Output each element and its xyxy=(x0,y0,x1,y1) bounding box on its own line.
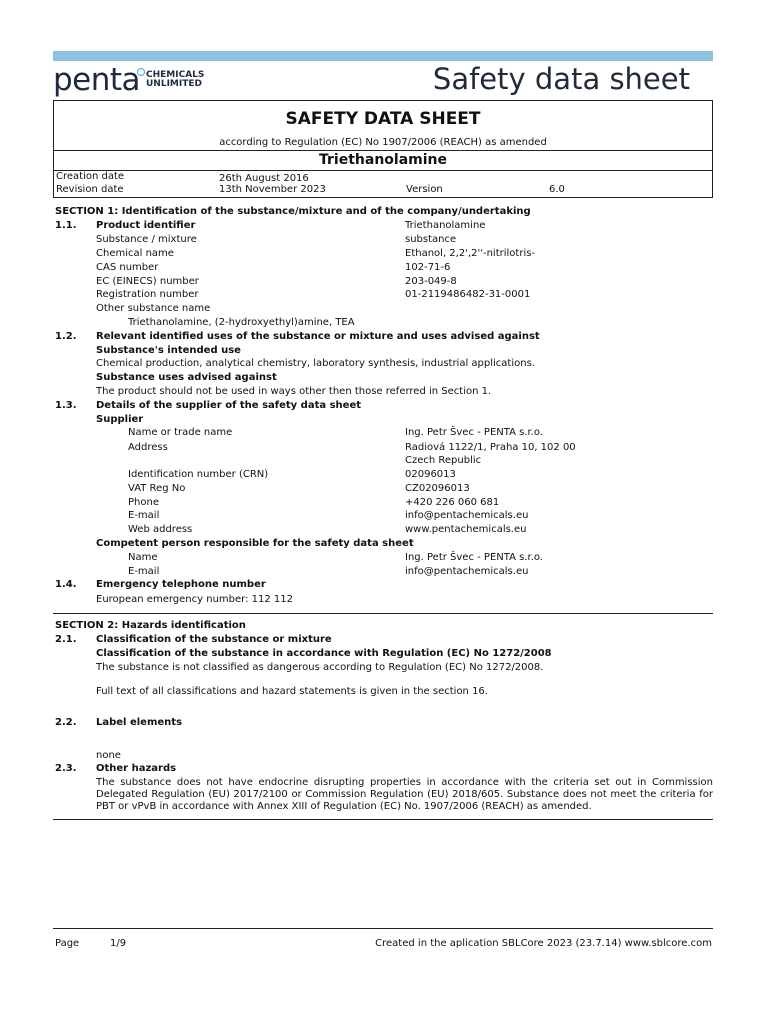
product-name: Triethanolamine xyxy=(319,152,447,168)
page-label: Page xyxy=(55,938,80,949)
section-number: 2.3. xyxy=(55,763,77,774)
section-divider xyxy=(53,819,713,820)
page-number: 1/9 xyxy=(110,938,127,949)
supplier-vat-value: CZ02096013 xyxy=(405,483,470,494)
supplier-email-value: info@pentachemicals.eu xyxy=(405,510,529,521)
intended-use-text: Chemical production, analytical chemistry, laboratory synthesis, industrial applications. xyxy=(96,358,535,369)
divider xyxy=(54,170,712,171)
logo-sub-line1: CHEMICALS xyxy=(146,70,205,80)
advised-against-label: Substance uses advised against xyxy=(96,372,277,383)
supplier-phone-value: +420 226 060 681 xyxy=(405,497,500,508)
creation-date-value: 26th August 2016 xyxy=(219,173,309,184)
section-1-heading: SECTION 1: Identification of the substance/mixture and of the company/undertaking xyxy=(55,206,531,217)
uses-heading: Relevant identified uses of the substance or mixture and uses advised against xyxy=(96,331,540,342)
supplier-address-line2: Czech Republic xyxy=(405,455,482,466)
row-label: CAS number xyxy=(96,262,159,273)
supplier-email-label: E-mail xyxy=(128,510,160,521)
row-label: Registration number xyxy=(96,289,199,300)
section-number: 1.4. xyxy=(55,579,77,590)
header-title: Safety data sheet xyxy=(432,62,690,96)
row-value: 102-71-6 xyxy=(405,262,451,273)
advised-against-text: The product should not be used in ways other then those referred in Section 1. xyxy=(96,386,492,397)
supplier-details-heading: Details of the supplier of the safety data sheet xyxy=(96,400,362,411)
classification-heading: Classification of the substance or mixture xyxy=(96,634,332,645)
document-subtitle: according to Regulation (EC) No 1907/2006 (REACH) as amended xyxy=(219,137,547,148)
product-identifier-value: Triethanolamine xyxy=(405,220,486,231)
competent-name-value: Ing. Petr Švec - PENTA s.r.o. xyxy=(405,552,543,563)
section-2-heading: SECTION 2: Hazards identification xyxy=(55,620,246,631)
row-label: Other substance name xyxy=(96,303,211,314)
row-value: 203-049-8 xyxy=(405,276,457,287)
supplier-vat-label: VAT Reg No xyxy=(128,483,186,494)
row-label: Substance / mixture xyxy=(96,234,197,245)
section-number: 1.2. xyxy=(55,331,77,342)
row-value: Ethanol, 2,2',2''-nitrilotris- xyxy=(405,248,536,259)
supplier-address-line1: Radiová 1122/1, Praha 10, 102 00 xyxy=(405,442,576,453)
row-label: EC (EINECS) number xyxy=(96,276,199,287)
logo-subtitle xyxy=(146,71,204,89)
section-number: 2.1. xyxy=(55,634,77,645)
row-label: Chemical name xyxy=(96,248,174,259)
logo-wordmark: penta xyxy=(53,62,141,98)
emergency-heading: Emergency telephone number xyxy=(96,579,266,590)
section-number: 1.3. xyxy=(55,400,77,411)
header-accent-bar xyxy=(53,51,713,61)
revision-date-label: Revision date xyxy=(56,184,124,195)
divider xyxy=(54,150,712,151)
classification-note: Full text of all classifications and hazard statements is given in the section 16. xyxy=(96,686,488,697)
revision-date-value: 13th November 2023 xyxy=(219,184,326,195)
other-substance-names: Triethanolamine, (2-hydroxyethyl)amine, TEA xyxy=(128,317,355,328)
row-value: 01-2119486482-31-0001 xyxy=(405,289,531,300)
version-label: Version xyxy=(406,184,443,195)
creation-date-label: Creation date xyxy=(56,171,125,182)
supplier-name-label: Name or trade name xyxy=(128,427,233,438)
version-value: 6.0 xyxy=(549,184,565,195)
footer-created-by: Created in the aplication SBLCore 2023 (23.7.14) www.sblcore.com xyxy=(375,938,712,949)
supplier-phone-label: Phone xyxy=(128,497,159,508)
logo-sub-line2: UNLIMITED xyxy=(146,79,202,89)
intended-use-label: Substance's intended use xyxy=(96,345,241,356)
logo-dot-icon xyxy=(137,68,145,76)
supplier-address-label: Address xyxy=(128,442,168,453)
other-hazards-heading: Other hazards xyxy=(96,763,177,774)
supplier-name-value: Ing. Petr Švec - PENTA s.r.o. xyxy=(405,427,543,438)
competent-name-label: Name xyxy=(128,552,158,563)
classification-subheading: Classification of the substance in accordance with Regulation (EC) No 1272/2008 xyxy=(96,648,552,659)
footer-divider xyxy=(53,928,713,929)
product-identifier-heading: Product identifier xyxy=(96,220,196,231)
supplier-web-label: Web address xyxy=(128,524,193,535)
document-title-box xyxy=(53,100,713,198)
other-hazards-text: The substance does not have endocrine disrupting properties in accordance with the criteria set out in Commission Delegated Regulation (EU) 2017/2100 or Commission Regulation (EU) 2018/605. Substance does not meet the criteria for PBT or vPvB in accordance with Annex XIII of Regulation (EC) No. 1907/2006 (REACH) as amended. xyxy=(96,777,713,812)
supplier-crn-value: 02096013 xyxy=(405,469,456,480)
competent-person-heading: Competent person responsible for the safety data sheet xyxy=(96,538,414,549)
row-value: substance xyxy=(405,234,457,245)
competent-email-label: E-mail xyxy=(128,566,160,577)
section-number: 2.2. xyxy=(55,717,77,728)
emergency-number: European emergency number: 112 112 xyxy=(96,594,293,605)
document-title: SAFETY DATA SHEET xyxy=(285,109,481,129)
section-divider xyxy=(53,613,713,614)
supplier-label: Supplier xyxy=(96,414,144,425)
section-number: 1.1. xyxy=(55,220,77,231)
supplier-web-value: www.pentachemicals.eu xyxy=(405,524,527,535)
classification-text: The substance is not classified as dangerous according to Regulation (EC) No 1272/2008. xyxy=(96,662,544,673)
competent-email-value: info@pentachemicals.eu xyxy=(405,566,529,577)
label-elements-value: none xyxy=(96,750,121,761)
label-elements-heading: Label elements xyxy=(96,717,183,728)
supplier-crn-label: Identification number (CRN) xyxy=(128,469,269,480)
